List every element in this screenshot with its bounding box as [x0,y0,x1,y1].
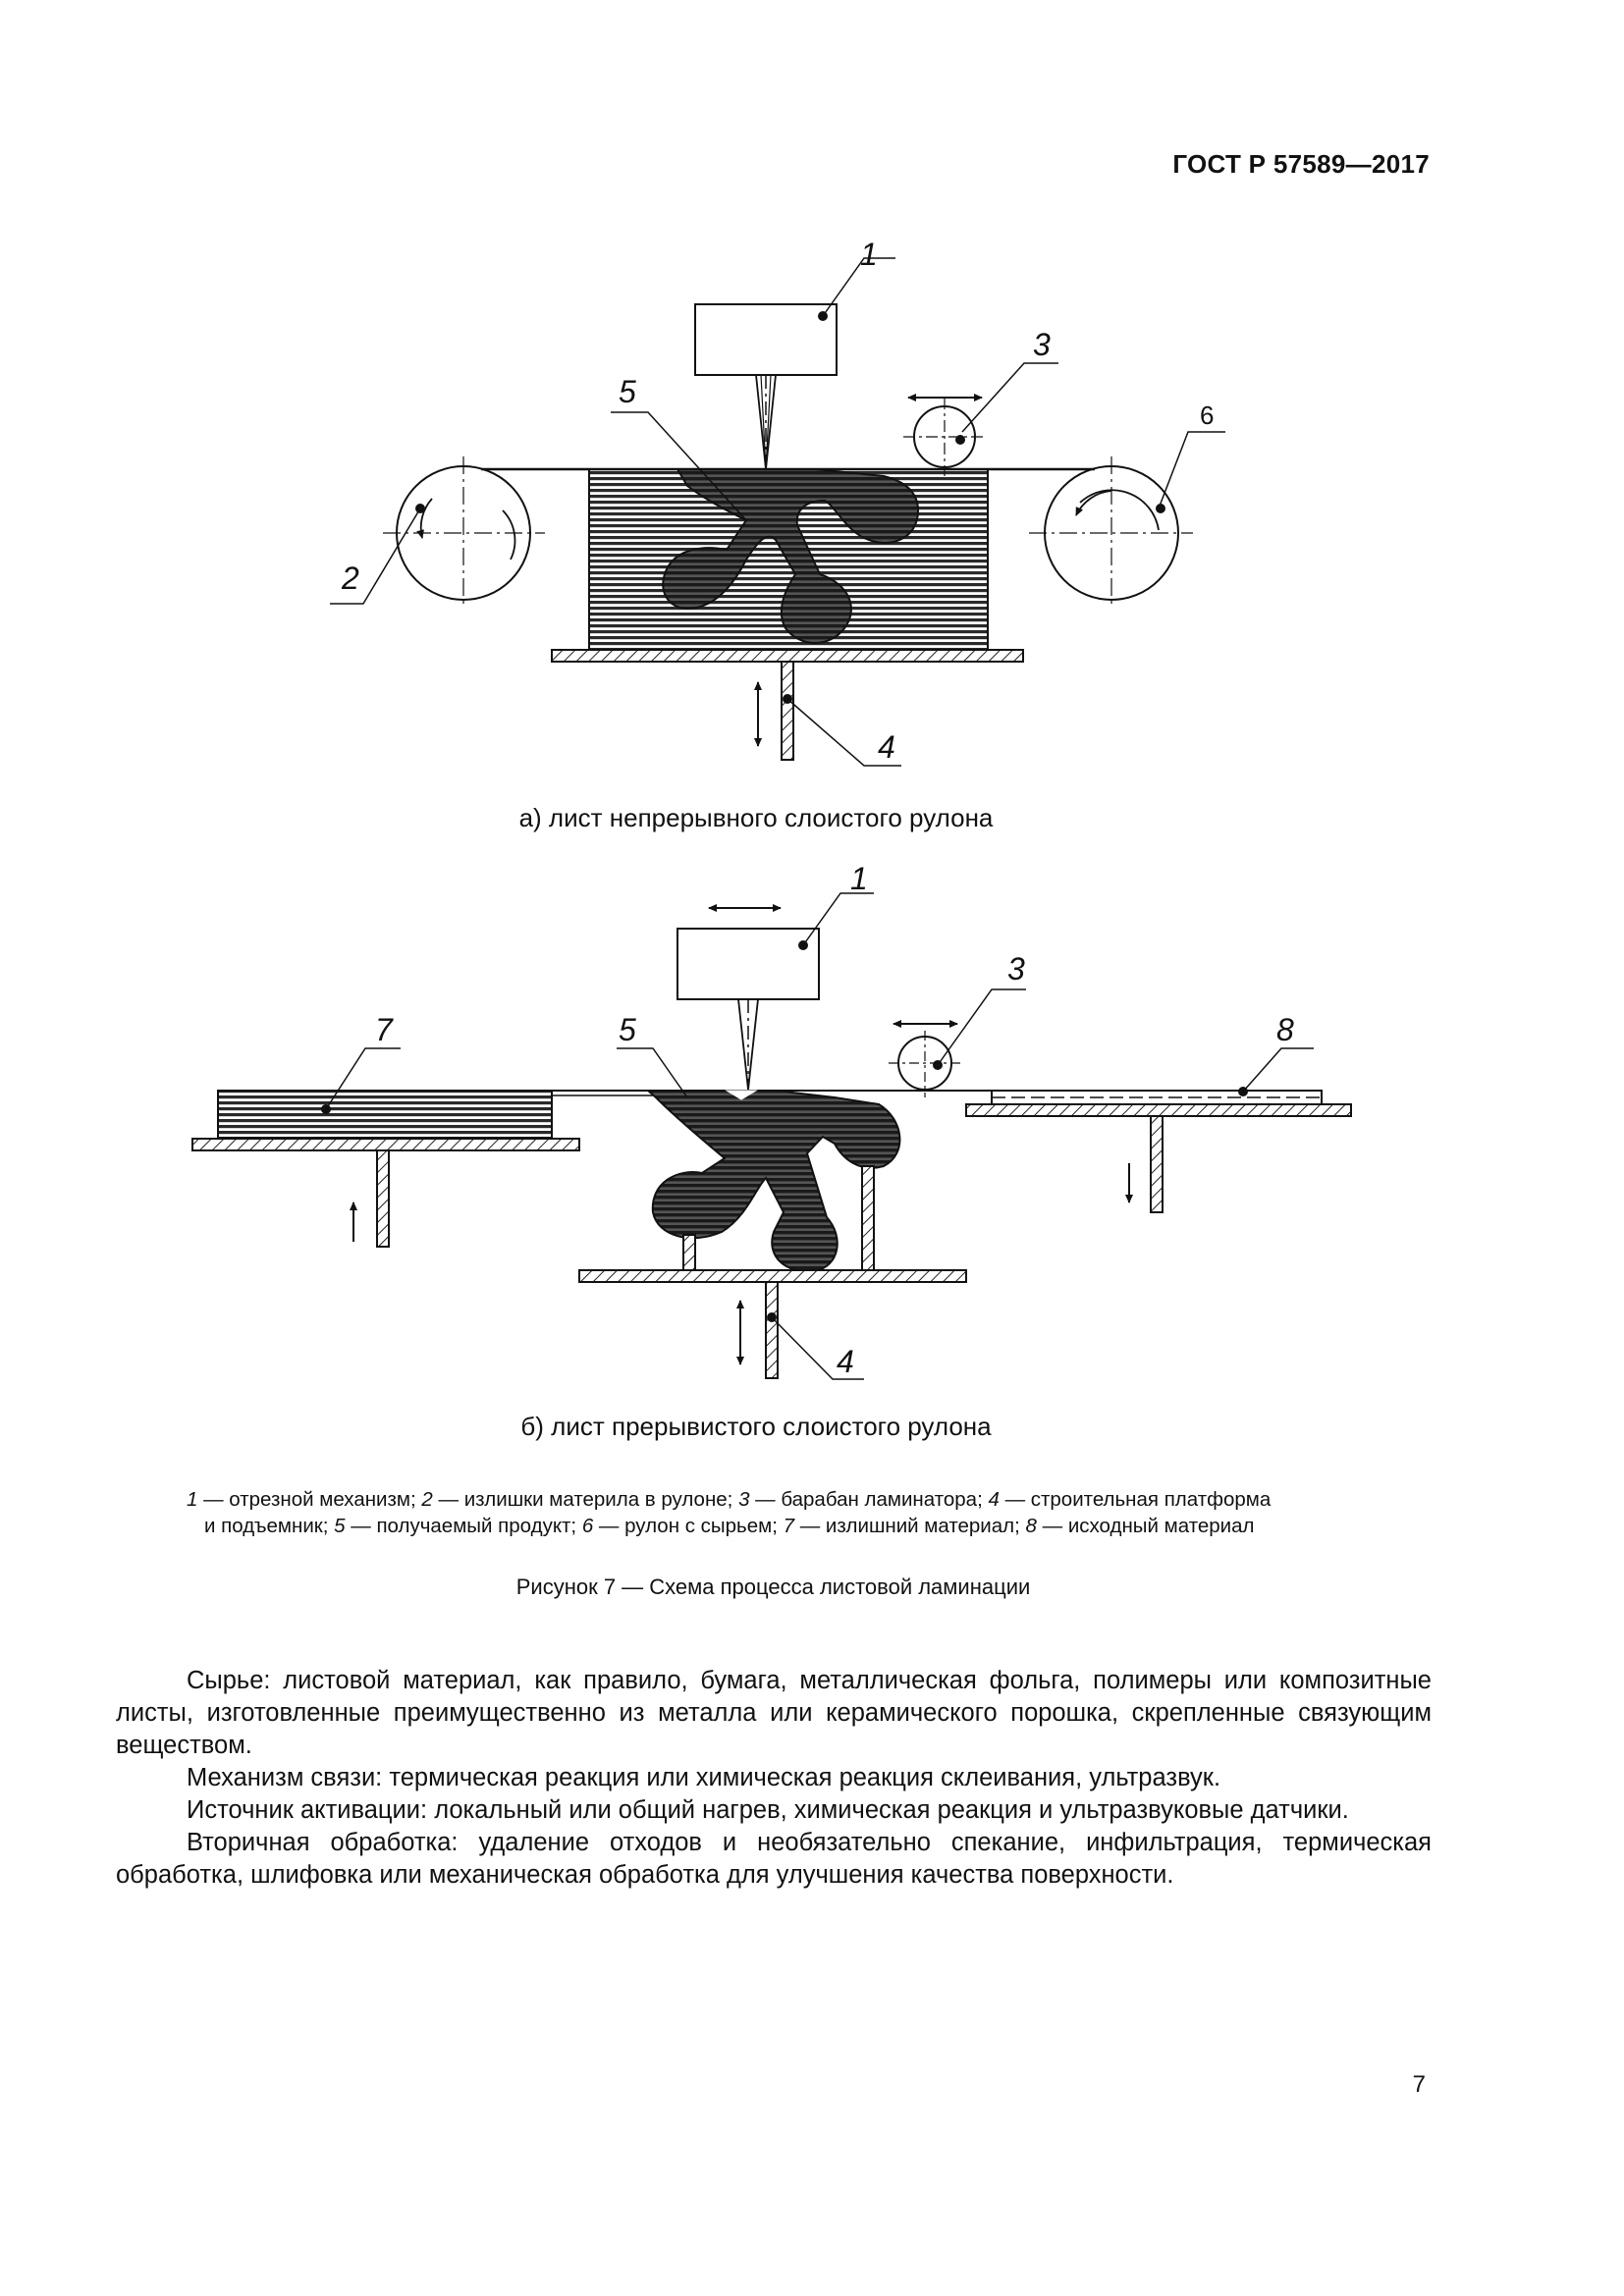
caption-part-a: а) лист непрерывного слоистого рулона [518,803,994,832]
platform-a [552,650,1023,662]
label-a-3: 3 [1033,327,1051,362]
figure-legend: 1 — отрезной механизм; 2 — излишки материла в рулоне; 3 — барабан ламинатора; 4 — строительная платформа и подъемник; 5 — получаемый продукт; 6 — рулон с сырьем; 7 — излишний материал; 8 — исходный материал [187,1488,1272,1537]
laminator-drum-b [889,1024,962,1097]
label-a-6: 6 [1200,400,1215,430]
paragraph-raw-material: Сырье: листовой материал, как правило, бумага, металлическая фольга, полимеры или композитные листы, изготовленные преимущественно из металла или керамического порошка, скрепленные связующим веществом. [116,1667,1432,1759]
label-a-2: 2 [342,561,359,596]
page-number: 7 [1412,2071,1426,2098]
paragraph-bonding: Механизм связи: термическая реакция или химическая реакция склеивания, ультразвук. [187,1764,1221,1791]
body-text [116,1665,1432,1892]
label-b-7: 7 [375,1012,393,1047]
cutter-box-a [695,304,837,375]
excess-stack-b [218,1091,552,1138]
label-b-5: 5 [619,1012,636,1047]
label-a-1: 1 [860,237,878,272]
label-b-3: 3 [1007,951,1025,987]
cutter-box-b [677,929,819,999]
caption-part-b: б) лист прерывистого слоистого рулона [520,1412,992,1441]
label-b-8: 8 [1276,1012,1294,1047]
label-a-5: 5 [619,374,636,409]
part-a-diagram [330,258,1225,766]
left-roll-a [383,456,545,609]
label-b-1: 1 [850,861,868,896]
laminator-drum-a [903,398,987,476]
paragraph-activation: Источник активации: локальный или общий нагрев, химическая реакция и ультразвуковые датчики. [187,1796,1349,1824]
document-header-id: ГОСТ Р 57589—2017 [1172,149,1430,179]
platform-b [579,1270,966,1282]
part-b-diagram [192,893,1351,1379]
label-b-4: 4 [837,1344,854,1379]
right-roll-a [1029,456,1193,609]
paragraph-post-processing: Вторичная обработка: удаление отходов и необязательно спекание, инфильтрация, термическая обработка, шлифовка или механическая обработка для улучшения качества поверхности. [116,1829,1432,1889]
figure-title: Рисунок 7 — Схема процесса листовой ламинации [515,1575,1031,1599]
label-a-4: 4 [878,729,895,765]
elevator-post-a [782,662,793,760]
